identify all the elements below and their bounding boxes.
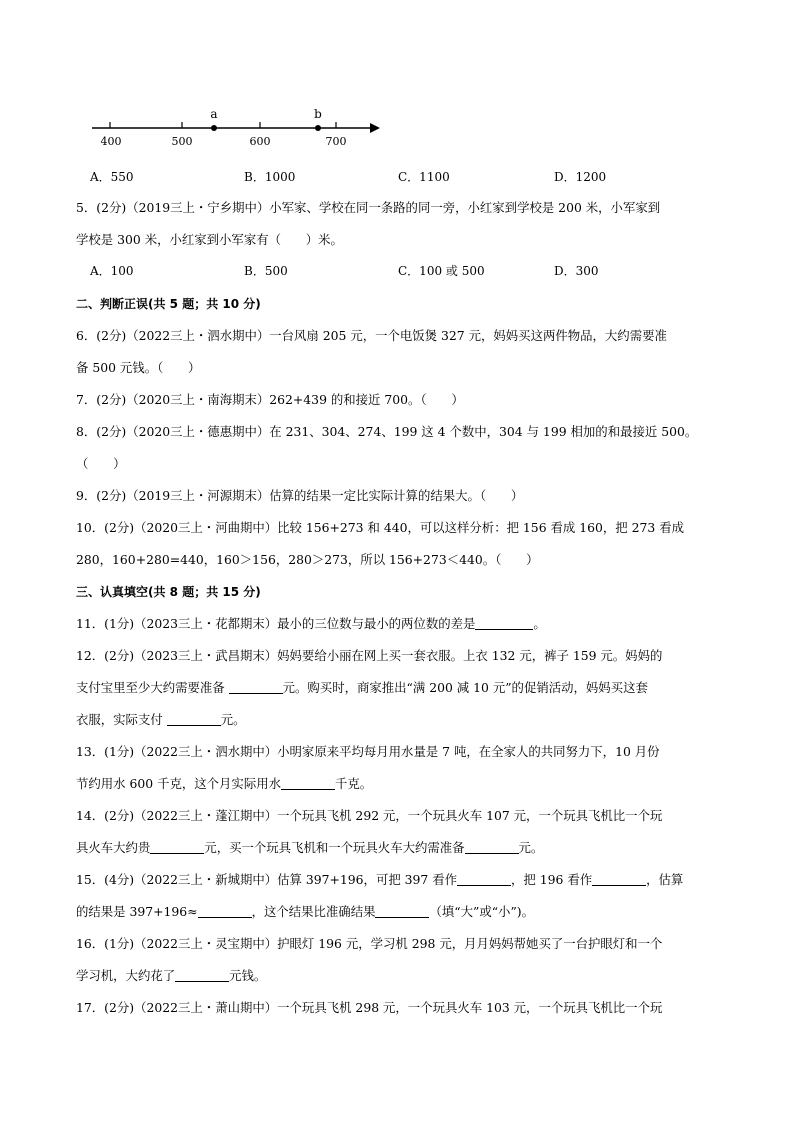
q16-text: 16．(1分)（2022三上・灵宝期中）护眼灯 196 元，学习机 298 元，月月妈妈帮她买了一台护眼灯和一个 <box>76 936 663 951</box>
q11-prefix: 11．(1分)（2023三上・花都期末）最小的三位数与最小的两位数的差是 <box>76 616 476 631</box>
q14-text: 14．(2分)（2022三上・蓬江期中）一个玩具飞机 292 元，一个玩具火车 107 元，一个玩具飞机比一个玩 <box>76 808 663 823</box>
option-b[interactable]: B．500 <box>244 264 288 278</box>
q15-text <box>76 902 726 922</box>
q6-text: 6．(2分)（2022三上・泗水期中）一台风扇 205 元，一个电饭煲 327 元，妈妈买这两件物品，大约需要准 <box>76 328 667 343</box>
q13-part: 千克。 <box>335 776 373 791</box>
answer-blank[interactable] <box>375 904 429 918</box>
q12-text <box>76 678 726 698</box>
answer-blank[interactable] <box>150 840 204 854</box>
option-c[interactable]: C．1100 <box>398 170 450 184</box>
answer-blank[interactable] <box>475 616 533 630</box>
answer-blank[interactable] <box>229 680 283 694</box>
number-line <box>88 104 388 154</box>
q15-part: 的结果是 397+196≈ <box>76 904 198 919</box>
option-c[interactable]: C．100 或 500 <box>398 264 485 278</box>
q14-part: 具火车大约贵 <box>76 840 151 855</box>
q17-text: 17．(2分)（2022三上・萧山期中）一个玩具飞机 298 元，一个玩具火车 103 元，一个玩具飞机比一个玩 <box>76 1000 663 1015</box>
q13-part: 节约用水 600 千克，这个月实际用水 <box>76 776 281 791</box>
q12-part: 支付宝里至少大约需要准备 <box>76 680 229 695</box>
q16-part: 元钱。 <box>229 968 267 983</box>
answer-blank[interactable] <box>167 712 221 726</box>
q10-text: 10．(2分)（2020三上・河曲期中）比较 156+273 和 440，可以这样分析：把 156 看成 160，把 273 看成 <box>76 520 684 535</box>
tick-label: 500 <box>171 135 193 148</box>
q11-text <box>76 614 726 634</box>
answer-blank[interactable] <box>198 904 252 918</box>
q12-part: 衣服，实际支付 <box>76 712 167 727</box>
tick-label: 600 <box>249 135 271 148</box>
option-a[interactable]: A．550 <box>90 170 134 184</box>
number-line-svg <box>88 104 388 154</box>
q5-text: 5．(2分)（2019三上・宁乡期中）小军家、学校在同一条路的同一旁，小红家到学校是 200 米，小军家到 <box>76 200 661 215</box>
q12-part: 元。购买时，商家推出“满 200 减 10 元”的促销活动，妈妈买这套 <box>282 680 648 695</box>
q8-text: （ ） <box>76 456 126 471</box>
tick-label: 400 <box>100 135 122 148</box>
q14-part: 元。 <box>518 840 544 855</box>
q16-text <box>76 966 726 986</box>
q13-text <box>76 774 726 794</box>
q5-text: 学校是 300 米，小红家到小军家有（ ）米。 <box>76 232 343 247</box>
q12-part: 元。 <box>220 712 246 727</box>
section-heading: 三、认真填空(共 8 题；共 15 分) <box>76 585 261 599</box>
section-heading: 二、判断正误(共 5 题；共 10 分) <box>76 297 261 311</box>
q7-text: 7．(2分)（2020三上・南海期末）262+439 的和接近 700。（ ） <box>76 392 464 407</box>
tick-label: 700 <box>325 135 347 148</box>
option-d[interactable]: D．1200 <box>554 170 607 184</box>
point-b-dot <box>315 125 321 131</box>
option-d[interactable]: D．300 <box>554 264 599 278</box>
q15-part: ，把 196 看作 <box>511 872 593 887</box>
answer-blank[interactable] <box>592 872 646 886</box>
q11-suffix: 。 <box>533 616 546 631</box>
point-label-a: a <box>210 107 218 121</box>
q13-text: 13．(1分)（2022三上・泗水期中）小明家原来平均每月用水量是 7 吨，在全家人的共同努力下，10 月份 <box>76 744 660 759</box>
answer-blank[interactable] <box>281 776 335 790</box>
q9-text: 9．(2分)（2019三上・河源期末）估算的结果一定比实际计算的结果大。（ ） <box>76 488 524 503</box>
q16-part: 学习机，大约花了 <box>76 968 176 983</box>
q14-text <box>76 838 726 858</box>
q12-text <box>76 710 726 730</box>
point-label-b: b <box>314 107 322 121</box>
arrow-icon <box>370 123 380 133</box>
option-a[interactable]: A．100 <box>90 264 134 278</box>
q15-part: ，这个结果比准确结果 <box>251 904 376 919</box>
answer-blank[interactable] <box>465 840 519 854</box>
q15-text <box>76 870 726 890</box>
q14-part: 元，买一个玩具飞机和一个玩具火车大约需准备 <box>204 840 465 855</box>
answer-blank[interactable] <box>457 872 511 886</box>
q15-part: ，估算 <box>646 872 684 887</box>
q15-part: （填“大”或“小”)。 <box>429 904 534 919</box>
q10-text: 280，160+280=440，160＞156，280＞273，所以 156+273＜440。（ ） <box>76 552 539 567</box>
q12-text: 12．(2分)（2023三上・武昌期末）妈妈要给小丽在网上买一套衣服。上衣 132 元，裤子 159 元。妈妈的 <box>76 648 663 663</box>
q6-text: 备 500 元钱。（ ） <box>76 360 201 375</box>
point-a-dot <box>211 125 217 131</box>
q8-text: 8．(2分)（2020三上・德惠期中）在 231、304、274、199 这 4 个数中，304 与 199 相加的和最接近 500。 <box>76 424 698 439</box>
q15-part: 15．(4分)（2022三上・新城期中）估算 397+196，可把 397 看作 <box>76 872 458 887</box>
option-b[interactable]: B．1000 <box>244 170 296 184</box>
answer-blank[interactable] <box>175 968 229 982</box>
